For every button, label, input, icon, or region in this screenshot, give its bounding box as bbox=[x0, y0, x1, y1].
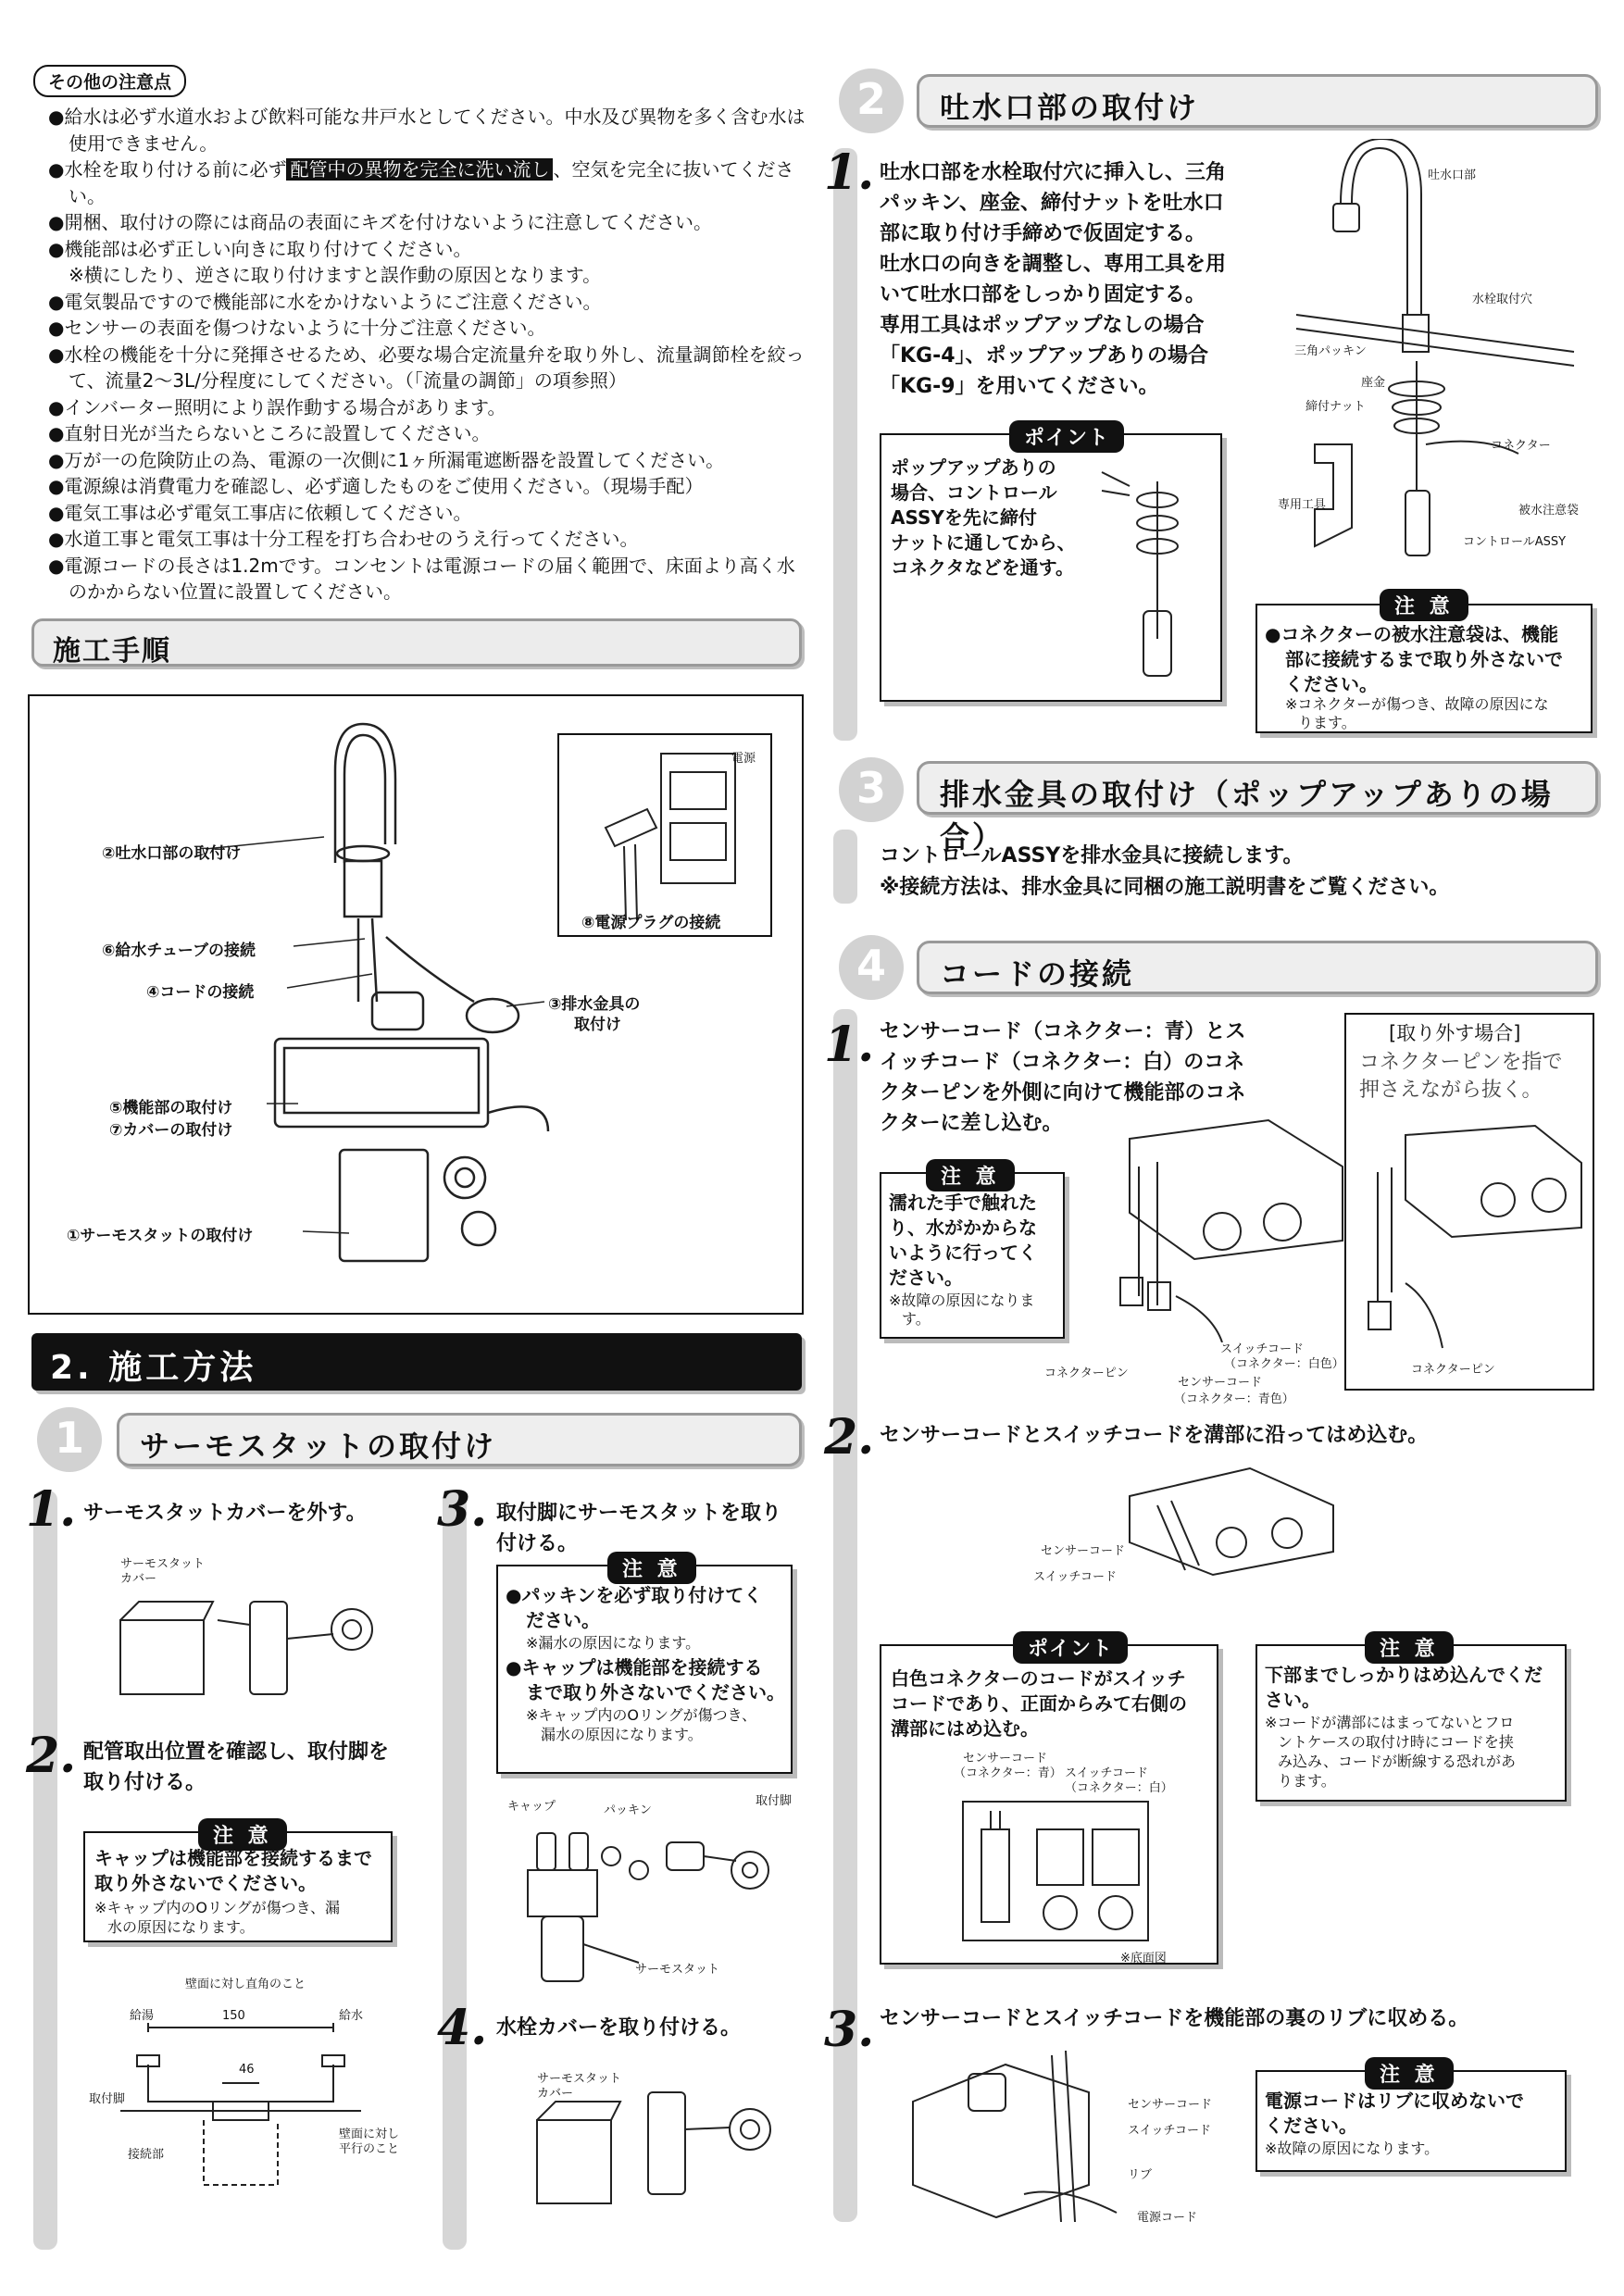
lbl: コントロールASSY bbox=[1463, 535, 1567, 549]
cord-groove-illustration bbox=[1120, 1459, 1361, 1579]
lbl: センサーコード bbox=[1178, 1376, 1263, 1390]
remove-text: コネクターピンを指で bbox=[1359, 1051, 1563, 1074]
label-thermostat: ①サーモスタットの取付け bbox=[67, 1227, 254, 1245]
s3-text: ※接続方法は、排水金具に同梱の施工説明書をご覧ください。 bbox=[880, 876, 1450, 899]
s2-text-line: 「KG-4」、ポップアップありの場合 bbox=[880, 344, 1209, 368]
s2-text-line: 「KG-9」を用いてください。 bbox=[880, 375, 1159, 398]
rib-illustration bbox=[904, 2046, 1126, 2222]
note-item: ※横にしたり、逆さに取り付けますと誤作動の原因となります。 bbox=[69, 264, 602, 286]
point-line: ナットに通してから、 bbox=[891, 531, 1076, 554]
notes-list bbox=[48, 104, 807, 605]
s3-text: コントロールASSYを排水金具に接続します。 bbox=[880, 844, 1304, 867]
dim-lbl: 取付脚 bbox=[89, 2092, 126, 2106]
procedure-diagram bbox=[28, 694, 804, 1315]
caution-small: 漏水の原因になります。 bbox=[541, 1726, 703, 1743]
dim-lbl: 給湯 bbox=[130, 2009, 155, 2023]
note-item-highlight: ●水栓を取り付ける前に必ず 配管中の異物を完全に洗い流し 、空気を完全に抜いてください。 bbox=[48, 158, 794, 207]
dim-lbl: 接続部 bbox=[128, 2148, 165, 2162]
caution-small: ※故障の原因になります。 bbox=[1265, 2140, 1440, 2157]
lbl: ※底面図 bbox=[1120, 1952, 1167, 1965]
caution-line: ●キャップは機能部を接続する bbox=[506, 1656, 763, 1678]
note-item: ●電気工事は必ず電気工事店に依頼してください。 bbox=[48, 501, 472, 524]
dim-lbl: 46 bbox=[239, 2063, 255, 2077]
caution-badge: 注 意 bbox=[1365, 2057, 1454, 2090]
lbl: 専用工具 bbox=[1278, 498, 1327, 512]
lbl: 座金 bbox=[1361, 376, 1386, 390]
lbl: スイッチコード bbox=[1128, 2124, 1211, 2138]
s2-text-line: パッキン、座金、締付ナットを吐水口 bbox=[880, 192, 1224, 215]
step-number: 1. bbox=[26, 1481, 77, 1538]
step-number: 3. bbox=[824, 2002, 875, 2058]
lbl: （コネクター：青） bbox=[954, 1766, 1062, 1780]
caution-line: ●コネクターの被水注意袋は、機能 bbox=[1265, 623, 1559, 645]
note-item: ●センサーの表面を傷つけないように十分ご注意ください。 bbox=[48, 317, 546, 339]
s2-text-line: いて吐水口部をしっかり固定する。 bbox=[880, 283, 1206, 306]
outlet-icon bbox=[559, 735, 774, 939]
step-guide-bar bbox=[443, 1491, 467, 2250]
s1-step1-text: サーモスタットカバーを外す。 bbox=[83, 1502, 367, 1525]
power-plug-inset bbox=[557, 733, 772, 937]
section-3-header: 排水金具の取付け（ポップアップありの場合） bbox=[917, 761, 1598, 815]
point-line: ポップアップありの bbox=[891, 456, 1056, 479]
caution-line: 取り外さないでください。 bbox=[94, 1872, 317, 1894]
s2-text-line: 部に取り付け手締めで仮固定する。 bbox=[880, 222, 1206, 245]
step-guide-bar bbox=[833, 830, 857, 904]
note-item: ●インバーター照明により誤作動する場合があります。 bbox=[48, 395, 506, 418]
lbl: センサーコード bbox=[1128, 2098, 1213, 2112]
note-item: ●直射日光が当たらないところに設置してください。 bbox=[48, 422, 491, 444]
caution-line: まで取り外さないでください。 bbox=[526, 1681, 785, 1703]
point-line: 白色コネクターのコードがスイッチ bbox=[891, 1667, 1186, 1690]
lbl: 締付ナット bbox=[1305, 400, 1366, 414]
label-power: 電源 bbox=[731, 752, 756, 766]
lbl: カバー bbox=[537, 2087, 574, 2101]
lbl: 電源コード bbox=[1137, 2211, 1198, 2225]
s2-text-line: 専用工具はポップアップなしの場合 bbox=[880, 314, 1205, 337]
label-cord: ④コードの接続 bbox=[146, 983, 255, 1002]
caution-small: ※キャップ内のOリングが傷つき、 bbox=[526, 1706, 757, 1724]
s4-step2-text: センサーコードとスイッチコードを溝部に沿ってはめ込む。 bbox=[880, 1424, 1429, 1447]
lbl: サーモスタット bbox=[537, 2072, 622, 2086]
caution-small: ※コネクターが傷つき、故障の原因にな bbox=[1285, 695, 1549, 713]
caution-small: ※コードが溝部にはまってないとフロ bbox=[1265, 1714, 1515, 1731]
caution-badge: 注 意 bbox=[926, 1159, 1015, 1192]
label-spout: ②吐水口部の取付け bbox=[102, 844, 242, 863]
lbl: カバー bbox=[120, 1572, 157, 1586]
caution-line: いように行ってく bbox=[889, 1242, 1037, 1264]
caution-badge: 注 意 bbox=[198, 1818, 287, 1851]
caution-badge: 注 意 bbox=[1365, 1631, 1454, 1664]
label-drain-2: 取付け bbox=[574, 1016, 621, 1034]
caution-small: ※漏水の原因になります。 bbox=[526, 1634, 701, 1652]
section-number-circle: 2 bbox=[839, 69, 904, 133]
section-2-header: 吐水口部の取付け bbox=[917, 74, 1598, 128]
bottom-view-illustration bbox=[954, 1792, 1157, 1950]
point-line: コードであり、正面からみて右側の bbox=[891, 1692, 1187, 1715]
lbl: リブ bbox=[1128, 2168, 1153, 2182]
caution-line: ださい。 bbox=[889, 1267, 963, 1289]
point-badge: ポイント bbox=[1009, 420, 1124, 453]
point-badge: ポイント bbox=[1013, 1631, 1128, 1664]
section-number-circle: 3 bbox=[839, 757, 904, 822]
step-number: 4. bbox=[437, 2000, 488, 2056]
thermostat-cover-illustration bbox=[111, 1574, 389, 1703]
note-item: ●水道工事と電気工事は十分工程を打ち合わせのうえ行ってください。 bbox=[48, 528, 639, 550]
popup-assembly-illustration bbox=[1093, 454, 1204, 685]
lbl: コネクター bbox=[1491, 439, 1551, 453]
caution-small: ります。 bbox=[1278, 1772, 1336, 1790]
note-item: ●電源線は消費電力を確認し、必ず適したものをご使用ください。（現場手配） bbox=[48, 475, 704, 497]
note-item: ●電源コードの長さは1.2mです。コンセントは電源コードの届く範囲で、床面より高く水のかからない位置に設置してください。 bbox=[48, 554, 795, 603]
caution-small: ントケースの取付け時にコードを挟 bbox=[1278, 1733, 1514, 1751]
caution-line: 濡れた手で触れた bbox=[889, 1192, 1037, 1214]
section-4-header: コードの接続 bbox=[917, 941, 1598, 994]
lbl: 三角パッキン bbox=[1294, 344, 1367, 358]
caution-line: ださい。 bbox=[526, 1609, 600, 1631]
point-line: 場合、コントロール bbox=[891, 481, 1057, 504]
notes-label: その他の注意点 bbox=[33, 65, 186, 97]
remove-text: 押さえながら抜く。 bbox=[1359, 1079, 1543, 1102]
caution-small: ります。 bbox=[1298, 714, 1356, 731]
dim-lbl: 壁面に対し bbox=[339, 2128, 400, 2141]
lbl: コネクターピン bbox=[1411, 1363, 1495, 1377]
lbl: スイッチコード bbox=[1065, 1766, 1148, 1780]
note-item: ●給水は必ず水道水および飲料可能な井戸水としてください。中水及び異物を多く含む水は使用できません。 bbox=[48, 106, 806, 155]
dim-lbl: 壁面に対し直角のこと bbox=[185, 1978, 306, 1991]
section-1-header: サーモスタットの取付け bbox=[117, 1413, 802, 1466]
lbl: キャップ bbox=[507, 1800, 556, 1814]
step-number: 1. bbox=[824, 1017, 875, 1073]
dim-lbl: 平行のこと bbox=[339, 2142, 400, 2156]
step-number: 2. bbox=[824, 1409, 875, 1466]
section-number-circle: 4 bbox=[839, 935, 904, 1000]
label-power-plug: ⑧電源プラグの接続 bbox=[581, 914, 721, 932]
caution-line: ください。 bbox=[1285, 673, 1378, 695]
step-number: 1. bbox=[824, 144, 875, 201]
caution-badge: 注 意 bbox=[607, 1552, 696, 1584]
s4-step1-line: センサーコード（コネクター：青）とス bbox=[880, 1020, 1246, 1043]
note-item: ●機能部は必ず正しい向きに取り付けてください。 bbox=[48, 237, 472, 260]
s1-step2-line: 配管取出位置を確認し、取付脚を bbox=[83, 1741, 390, 1764]
lbl: スイッチコード bbox=[1033, 1570, 1117, 1584]
s4-step1-line: クターに差し込む。 bbox=[880, 1112, 1063, 1135]
s1-step3-line: 取付脚にサーモスタットを取り bbox=[496, 1502, 782, 1525]
caution-line: ください。 bbox=[1265, 2115, 1357, 2137]
lbl: （コネクター：青色） bbox=[1174, 1392, 1294, 1406]
section-number-circle: 1 bbox=[37, 1407, 102, 1472]
label-function-unit: ⑤機能部の取付け bbox=[109, 1099, 233, 1117]
caution-line: 下部までしっかりはめ込んでくだ bbox=[1265, 1664, 1543, 1686]
caution-line: 部に接続するまで取り外さないで bbox=[1285, 648, 1563, 670]
lbl: センサーコード bbox=[963, 1752, 1048, 1766]
caution-small: ※キャップ内のOリングが傷つき、漏 bbox=[94, 1899, 341, 1916]
point-line: ASSYを先に締付 bbox=[891, 506, 1037, 529]
connector-insert-illustration bbox=[1083, 1111, 1352, 1342]
lbl: スイッチコード bbox=[1220, 1342, 1304, 1356]
lbl: 吐水口部 bbox=[1428, 168, 1477, 182]
note-item: ●開梱、取付けの際には商品の表面にキズを付けないように注意してください。 bbox=[48, 211, 713, 233]
procedure-header: 施工手順 bbox=[31, 618, 802, 667]
lbl: （コネクター：白） bbox=[1065, 1781, 1173, 1795]
lbl: サーモスタット bbox=[120, 1557, 206, 1571]
note-item: ●万が一の危険防止の為、電源の一次側に1ヶ所漏電遮断器を設置してください。 bbox=[48, 448, 725, 471]
caution-small: す。 bbox=[902, 1310, 931, 1328]
caution-line: ●パッキンを必ず取り付けてく bbox=[506, 1584, 763, 1606]
dim-lbl: 150 bbox=[222, 2009, 245, 2023]
point-line: 溝部にはめ込む。 bbox=[891, 1717, 1039, 1740]
lbl: 被水注意袋 bbox=[1518, 504, 1580, 518]
s1-step4-text: 水栓カバーを取り付ける。 bbox=[496, 2016, 742, 2040]
note-item: ●水栓の機能を十分に発揮させるため、必要な場合定流量弁を取り外し、流量調節栓を絞って、流量2～3L/分程度にしてください。（「流量の調節」の項参照） bbox=[48, 343, 805, 392]
method-title-bar: 2. 施工方法 bbox=[31, 1333, 802, 1391]
lbl: 取付脚 bbox=[756, 1794, 793, 1808]
lbl: 水栓取付穴 bbox=[1472, 293, 1533, 306]
lbl: センサーコード bbox=[1041, 1544, 1126, 1558]
s2-text-line: 吐水口の向きを調整し、専用工具を用 bbox=[880, 253, 1227, 276]
s4-step1-line: イッチコード（コネクター：白）のコネ bbox=[880, 1051, 1245, 1074]
caution-small: 水の原因になります。 bbox=[107, 1918, 255, 1936]
caution-line: キャップは機能部を接続するまで bbox=[94, 1847, 372, 1869]
s1-step3-line: 付ける。 bbox=[496, 1532, 579, 1555]
step-number: 2. bbox=[26, 1728, 77, 1784]
lbl: （コネクター：白色） bbox=[1224, 1357, 1344, 1371]
label-drain: ③排水金具の bbox=[548, 995, 641, 1014]
lbl: サーモスタット bbox=[635, 1963, 720, 1977]
remove-title: [取り外す場合] bbox=[1389, 1022, 1521, 1044]
s4-step1-line: クターピンを外側に向けて機能部のコネ bbox=[880, 1081, 1246, 1104]
caution-badge: 注 意 bbox=[1380, 589, 1468, 621]
lbl: パッキン bbox=[604, 1803, 652, 1817]
connector-removal-illustration bbox=[1350, 1117, 1591, 1376]
s4-step3-text: センサーコードとスイッチコードを機能部の裏のリブに収める。 bbox=[880, 2007, 1469, 2030]
lbl: コネクターピン bbox=[1044, 1366, 1129, 1380]
s1-step2-line: 取り付ける。 bbox=[83, 1771, 206, 1794]
step-number: 3. bbox=[437, 1481, 488, 1538]
s2-text-line: 吐水口部を水栓取付穴に挿入し、三角 bbox=[880, 161, 1227, 184]
caution-line: さい。 bbox=[1265, 1689, 1320, 1711]
note-item: ●電気製品ですので機能部に水をかけないようにご注意ください。 bbox=[48, 290, 602, 313]
caution-small: ※故障の原因になりま bbox=[889, 1292, 1035, 1309]
step-guide-bar bbox=[833, 148, 857, 741]
label-cover: ⑦カバーの取付け bbox=[109, 1121, 233, 1140]
caution-line: 電源コードはリブに収めないで bbox=[1265, 2090, 1524, 2112]
label-water-tube: ⑥給水チューブの接続 bbox=[102, 942, 256, 960]
step-guide-bar bbox=[33, 1491, 57, 2250]
caution-line: り、水がかからな bbox=[889, 1217, 1037, 1239]
point-line: コネクタなどを通す。 bbox=[891, 556, 1074, 579]
caution-small: み込み、コードが断線する恐れがあ bbox=[1278, 1753, 1516, 1770]
dim-lbl: 給水 bbox=[339, 2009, 364, 2023]
remove-instructions-box bbox=[1344, 1013, 1594, 1391]
